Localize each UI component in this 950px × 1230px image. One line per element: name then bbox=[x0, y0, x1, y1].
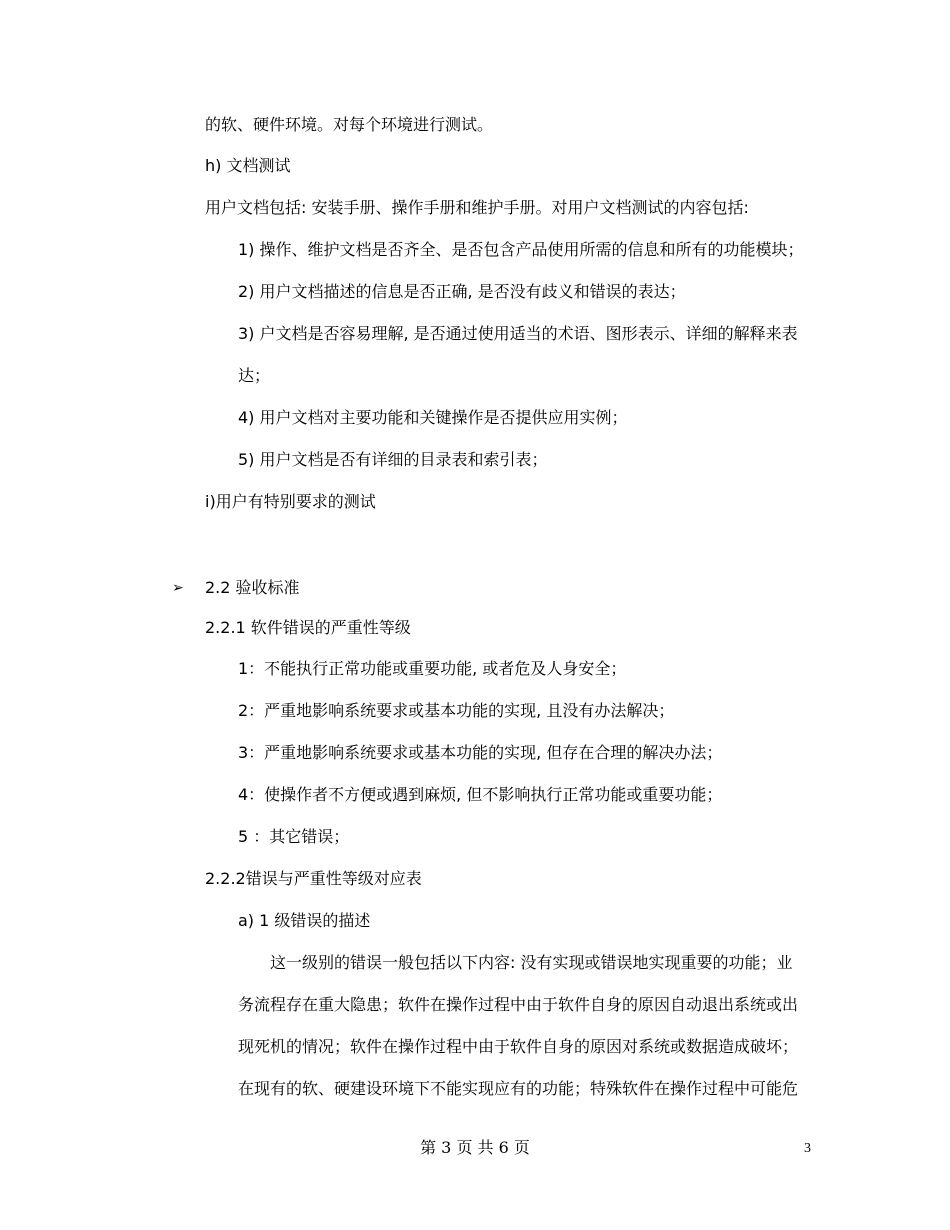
list-item: 2) 用户文档描述的信息是否正确, 是否没有歧义和错误的表达； bbox=[238, 282, 686, 301]
subsection-heading-2-2-1: 2.2.1 软件错误的严重性等级 bbox=[205, 618, 411, 637]
list-item: 2：严重地影响系统要求或基本功能的实现, 且没有办法解决； bbox=[238, 701, 675, 720]
paragraph-line: 这一级别的错误一般包括以下内容: 没有实现或错误地实现重要的功能；业 bbox=[270, 953, 793, 972]
text-line: 的软、硬件环境。对每个环境进行测试。 bbox=[205, 115, 494, 134]
list-item: 4：使操作者不方便或遇到麻烦, 但不影响执行正常功能或重要功能； bbox=[238, 785, 723, 804]
list-item: 5) 用户文档是否有详细的目录表和索引表； bbox=[238, 450, 548, 469]
list-item: 3) 户文档是否容易理解, 是否通过使用适当的术语、图形表示、详细的解释来表 bbox=[238, 324, 798, 343]
bullet-arrow-icon: ➢ bbox=[172, 580, 184, 596]
paragraph-line: 务流程存在重大隐患；软件在操作过程中由于软件自身的原因自动退出系统或出 bbox=[238, 995, 799, 1014]
section-heading-h: h) 文档测试 bbox=[205, 156, 291, 175]
page-footer-label: 第 3 页 共 6 页 bbox=[420, 1138, 530, 1157]
section-heading-i: i)用户有特别要求的测试 bbox=[205, 492, 376, 511]
paragraph-line: 在现有的软、硬建设环境下不能实现应有的功能；特殊软件在操作过程中可能危 bbox=[238, 1079, 799, 1098]
list-item: 1) 操作、维护文档是否齐全、是否包含产品使用所需的信息和所有的功能模块； bbox=[238, 240, 804, 259]
paragraph-line: 现死机的情况；软件在操作过程中由于软件自身的原因对系统或数据造成破坏； bbox=[238, 1037, 799, 1056]
subsection-heading-2-2-2: 2.2.2错误与严重性等级对应表 bbox=[205, 869, 422, 888]
item-heading-a: a) 1 级错误的描述 bbox=[238, 911, 371, 930]
text-line: 用户文档包括: 安装手册、操作手册和维护手册。对用户文档测试的内容包括: bbox=[205, 198, 749, 217]
section-heading-2-2: 2.2 验收标准 bbox=[205, 578, 300, 597]
list-item-continuation: 达； bbox=[238, 366, 271, 385]
list-item: 3：严重地影响系统要求或基本功能的实现, 但存在合理的解决办法； bbox=[238, 743, 723, 762]
list-item: 1：不能执行正常功能或重要功能, 或者危及人身安全； bbox=[238, 659, 627, 678]
list-item: 5 ：其它错误； bbox=[238, 827, 350, 846]
list-item: 4) 用户文档对主要功能和关键操作是否提供应用实例； bbox=[238, 408, 628, 427]
page-number: 3 bbox=[804, 1141, 811, 1156]
